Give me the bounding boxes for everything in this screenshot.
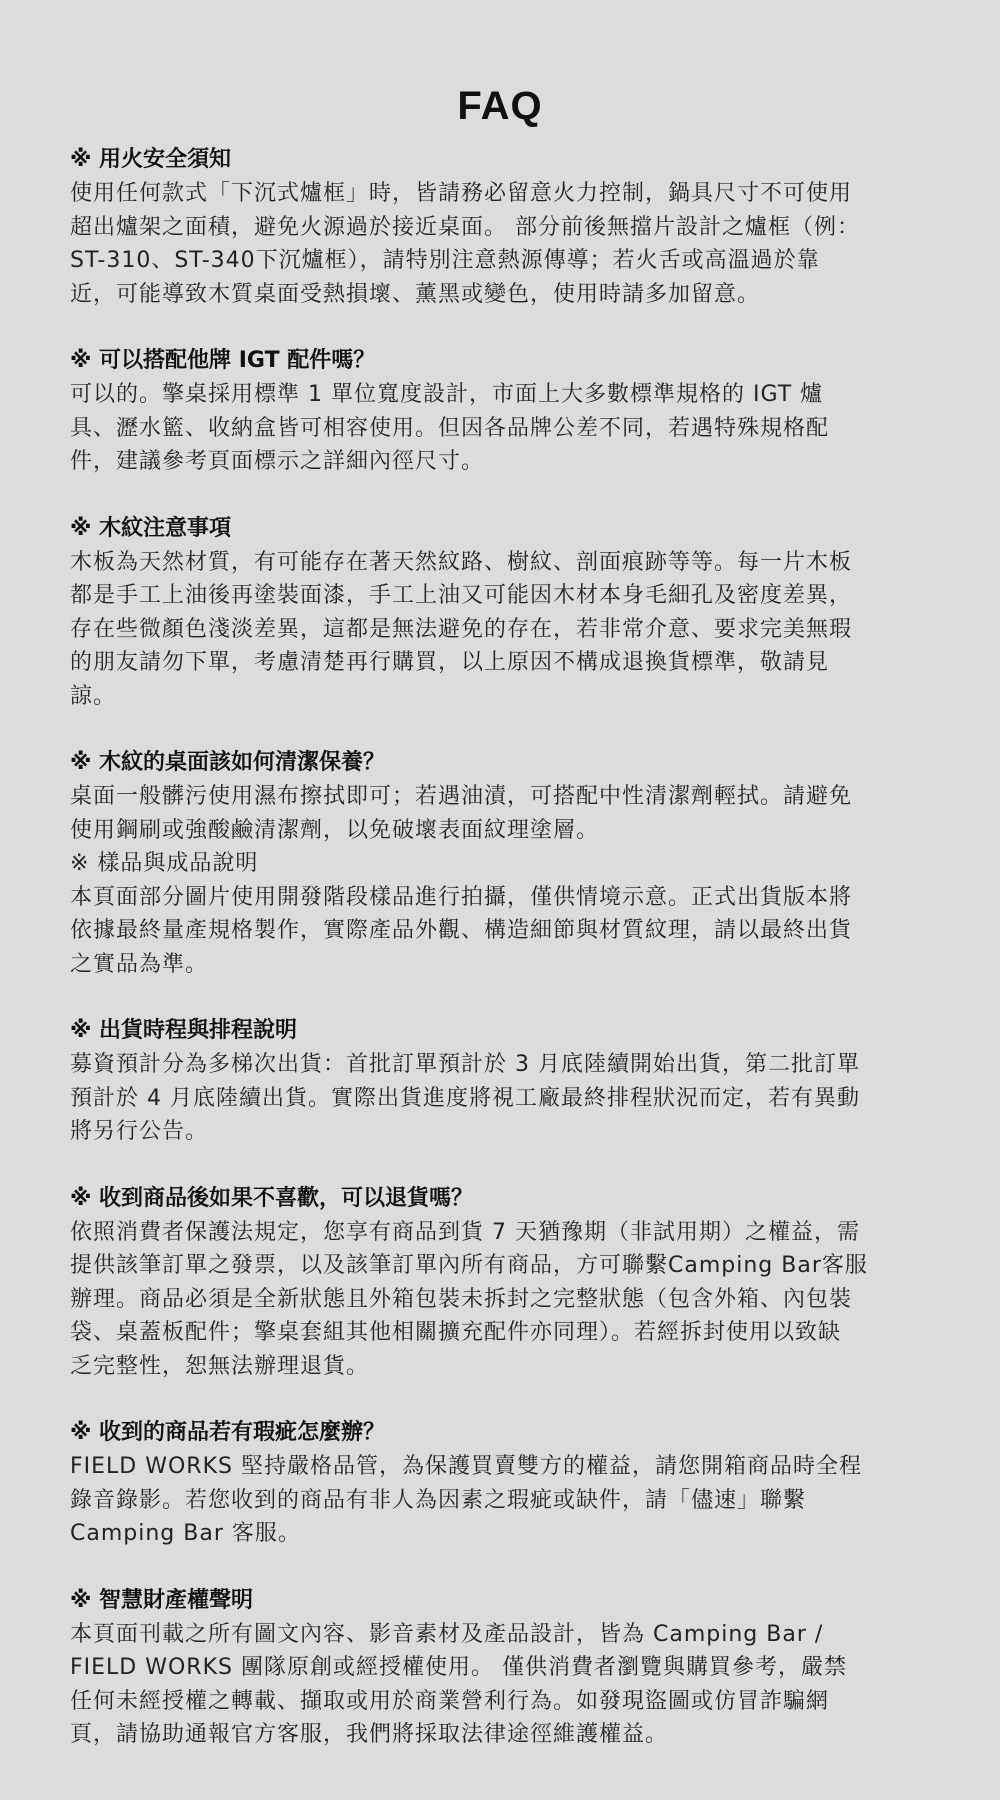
faq-question: ※ 收到商品後如果不喜歡，可以退貨嗎？ [70, 1185, 474, 1211]
faq-item-fire-safety [70, 143, 930, 311]
faq-answer: 依照消費者保護法規定，您享有商品到貨 7 天猶豫期（非試用期）之權益，需 提供該筆訂單之發票，以及該筆訂單內所有商品，方可聯繫Camping Bar客服 辦理。商品必須是全新狀態且外箱包裝未拆封之完整狀態（包含外箱、內包裝 袋、桌蓋板配件；擎桌套組其他相關擴充配件亦同理）。若經拆封使用以致缺 乏完整性，恕無法辦理退貨。 [70, 1219, 868, 1379]
faq-answer: 使用任何款式「下沉式爐框」時，皆請務必留意火力控制，鍋具尺寸不可使用 超出爐架之面積，避免火源過於接近桌面。 部分前後無擋片設計之爐框（例： ST-310、ST-340下沉爐框），請特別注意熱源傳導；若火舌或高溫過於靠 近，可能導致木質桌面受熱損壞、薰黑或變色，使用時請多加留意。 [70, 181, 860, 307]
faq-answer: FIELD WORKS 堅持嚴格品管，為保護買賣雙方的權益，請您開箱商品時全程 錄音錄影。若您收到的商品有非人為因素之瑕疵或缺件，請「儘速」聯繫 Camping Bar 客服。 [70, 1454, 862, 1546]
faq-item-shipping [70, 1014, 930, 1149]
faq-question: ※ 木紋的桌面該如何清潔保養？ [70, 750, 386, 775]
faq-question: ※ 木紋注意事項 [70, 515, 232, 541]
faq-question: ※ 可以搭配他牌 IGT 配件嗎？ [70, 348, 376, 373]
faq-answer: 可以的。擎桌採用標準 1 單位寬度設計，市面上大多數標準規格的 IGT 爐 具、瀝水籃、收納盒皆可相容使用。但因各品牌公差不同，若遇特殊規格配 件，建議參考頁面標示之詳細內徑尺寸。 [70, 382, 830, 474]
page-title: FAQ [457, 84, 543, 128]
faq-answer: 本頁面刊載之所有圖文內容、影音素材及產品設計，皆為 Camping Bar / FIELD WORKS 團隊原創或經授權使用。 僅供消費者瀏覽與購買參考，嚴禁 任何未經授權之轉載、擷取或用於商業營利行為。如發現盜圖或仿冒詐騙網 頁，請協助通報官方客服，我們將採取法律途徑維護權益。 [70, 1621, 847, 1747]
faq-answer: 募資預計分為多梯次出貨：首批訂單預計於 3 月底陸續開始出貨，第二批訂單 預計於 4 月底陸續出貨。實際出貨進度將視工廠最終排程狀況而定，若有異動 將另行公告。 [70, 1052, 860, 1144]
faq-item-ip-notice [70, 1584, 930, 1752]
faq-item-igt-compat [70, 344, 930, 479]
faq-answer: 木板為天然材質，有可能存在著天然紋路、樹紋、剖面痕跡等等。每一片木板 都是手工上油後再塗裝面漆，手工上油又可能因木材本身毛細孔及密度差異， 存在些微顏色淺淡差異，這都是無法避免的存在，若非常介意、要求完美無瑕 的朋友請勿下單，考慮清楚再行購買，以上原因不構成退換貨標準，敬請見 諒。 [70, 549, 853, 709]
faq-item-wood-grain [70, 512, 930, 714]
faq-item-defects [70, 1416, 930, 1551]
faq-question: ※ 用火安全須知 [70, 147, 232, 172]
faq-answer: 桌面一般髒污使用濕布擦拭即可；若遇油漬，可搭配中性清潔劑輕拭。請避免 使用鋼刷或強酸鹼清潔劑，以免破壞表面紋理塗層。 ※ 樣品與成品說明 本頁面部分圖片使用開發階段樣品進行拍攝，僅供情境示意。正式出貨版本將 依據最終量產規格製作，實際產品外觀、構造細節與材質紋理，請以最終出貨 之實品為準。 [70, 784, 853, 977]
faq-item-cleaning [70, 746, 930, 981]
faq-question: ※ 智慧財產權聲明 [70, 1587, 254, 1613]
faq-question: ※ 收到的商品若有瑕疵怎麼辦？ [70, 1420, 386, 1445]
faq-item-returns [70, 1182, 930, 1384]
faq-question: ※ 出貨時程與排程說明 [70, 1018, 298, 1043]
